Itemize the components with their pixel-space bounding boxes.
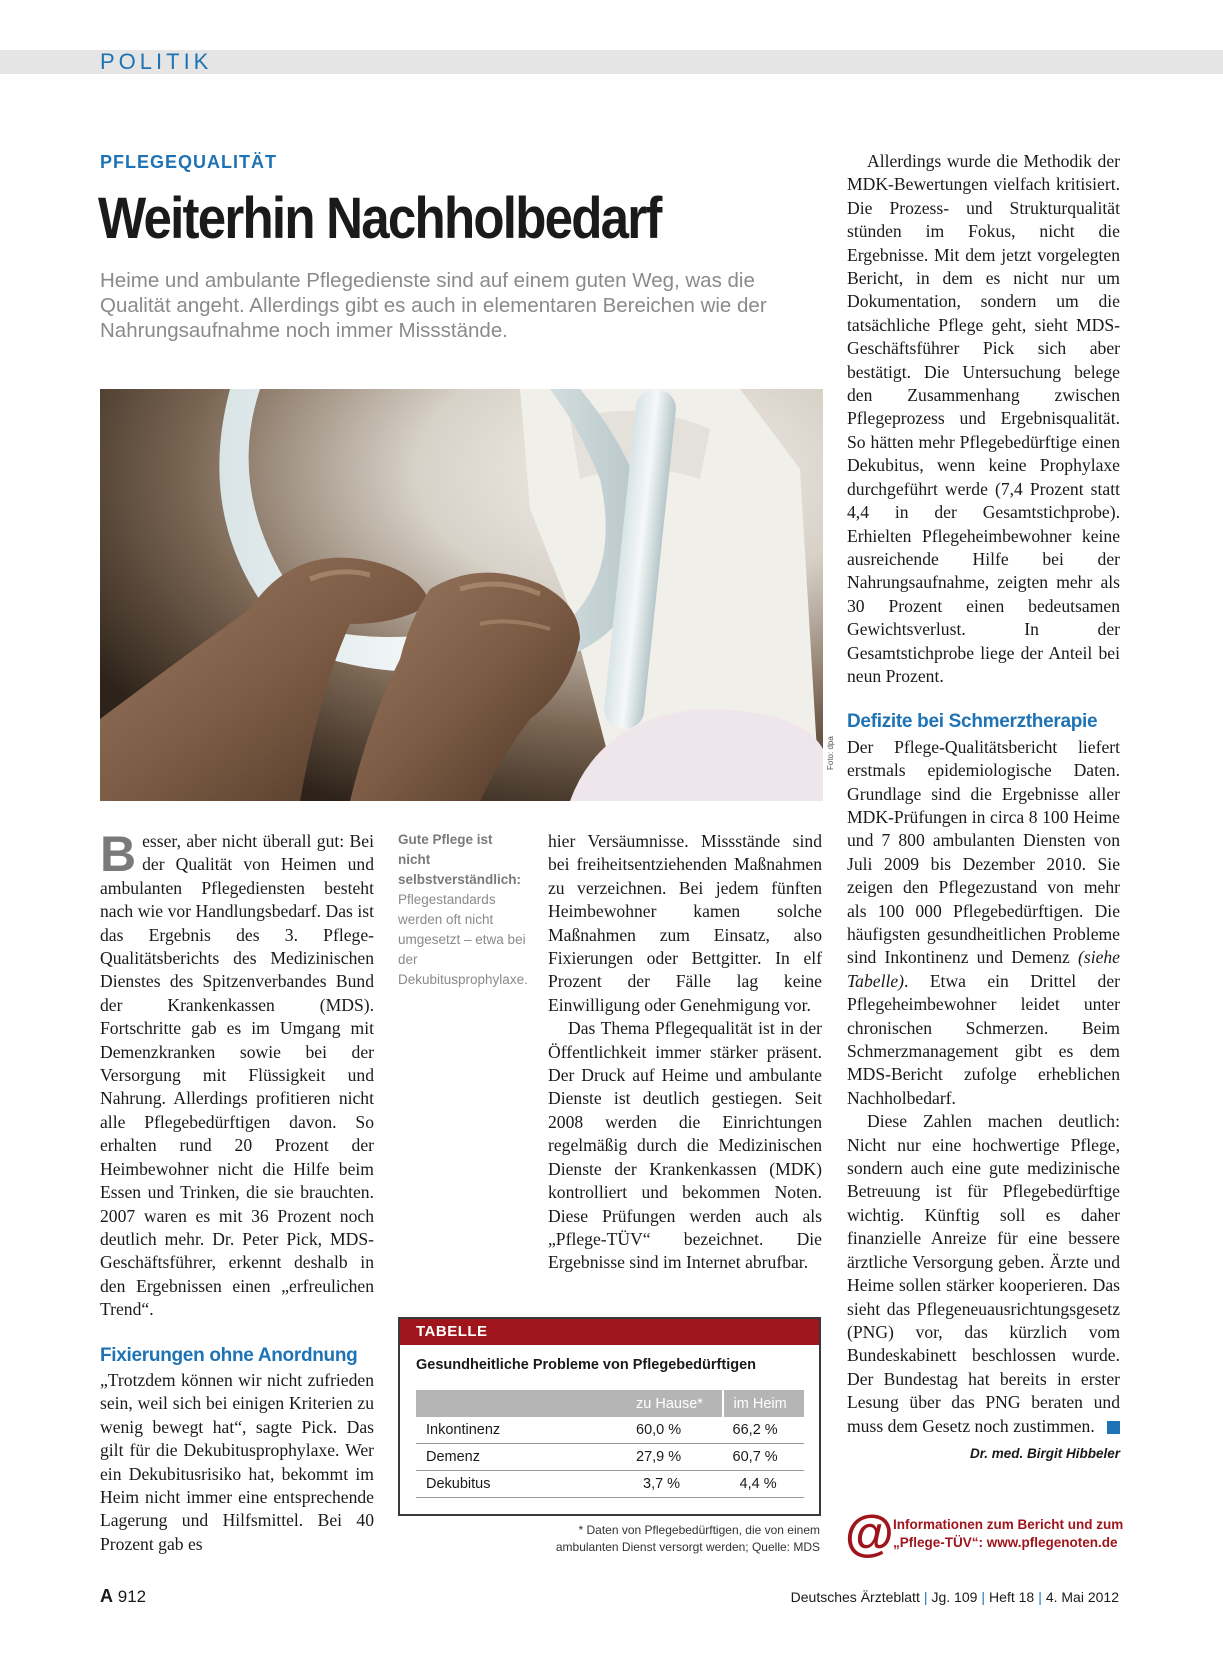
table-cell: 60,7 % [723, 1444, 804, 1471]
table-cell: 3,7 % [626, 1471, 723, 1498]
table-row [416, 1471, 804, 1498]
paragraph-text: esser, aber nicht überall gut: Bei der Qualität von Heimen und ambulanten Pflegediensten besteht nach wie vor Handlungsbedarf. Das ist das Ergebnis des 3. Pflege-Qualitätsberichts des Medizinischen Dienstes des Spitzenverbandes Bund der Krankenkassen (MDS). Fortschritte gab es im Umgang mit Demenzkranken sowie bei der Versorgung mit Flüssigkeit und Nahrung. Allerdings profitieren nicht alle Pflegebedürftigen davon. So erhalten rund 20 Prozent der Heimbewohner nicht die Hilfe beim Essen und Trinken, die sie brauchten. 2007 waren es mit 36 Prozent noch deutlich mehr. Dr. Peter Pick, MDS-Geschäftsführer, erkennt deshalb in den Ergebnissen einen „erfreulichen Trend“. [100, 831, 374, 1320]
body-column-1 [100, 826, 374, 1556]
table-header-row [416, 1390, 804, 1417]
page-number [100, 1586, 146, 1607]
table-row [416, 1444, 804, 1471]
author-byline: Dr. med. Birgit Hibbeler [969, 1445, 1120, 1461]
table-cell: 4,4 % [723, 1471, 804, 1498]
table-title: Gesundheitliche Probleme von Pflegebedürftigen [416, 1357, 756, 1373]
photo-illustration [100, 389, 823, 801]
journal-volume: Jg. 109 [931, 1589, 978, 1605]
photo-caption [398, 830, 526, 990]
at-sign-icon: @ [845, 1505, 894, 1561]
paragraph: Das Thema Pflegequalität ist in der Öffentlichkeit immer stärker präsent. Der Druck auf Heime und ambulante Dienste ist deutlich gestiegen. Seit 2008 werden die Einrichtungen regelmäßig durch die Medizinischen Dienste der Krankenkassen (MDK) kontrolliert und bekommen Noten. Diese Prüfungen werden auch als „Pflege-TÜV“ bezeichnet. Die Ergebnisse sind im Internet abrufbar. [548, 1018, 822, 1273]
table-cell: Dekubitus [416, 1471, 626, 1498]
table-header-cell: im Heim [723, 1390, 804, 1417]
photo-credit: Foto: dpa [826, 736, 835, 770]
article-photo [100, 389, 823, 801]
table-cell: 27,9 % [626, 1444, 723, 1471]
body-column-3 [548, 830, 822, 1275]
table-cell: Inkontinenz [416, 1417, 626, 1444]
paragraph [847, 736, 1120, 1111]
paragraph: „Trotzdem können wir nicht zufrieden sein, weil sich bei einigen Kriterien zu wenig bewegt hat“, sagte Pick. Das gilt für die Dekubitusprophylaxe. Wer ein Dekubitusrisiko hat, bekommt im Heim nicht immer eine entsprechende Lagerung und Hilfsmittel. Bei 40 Prozent gab es [100, 1369, 374, 1554]
caption-text: Pflegestandards werden oft nicht umgesetzt – etwa bei der Dekubitusprophylaxe. [398, 892, 528, 987]
paragraph-text: . Etwa ein Drittel der Pflegeheimbewohner leidet unter chronischen Schmerzen. Beim Schmerzmanagement gibt es dem MDS-Bericht zufolge erheblichen Nachholbedarf. [847, 970, 1120, 1108]
journal-info [791, 1589, 1119, 1605]
table-footnote: * Daten von Pflegebedürftigen, die von einem ambulanten Dienst versorgt werden; Quelle: MDS [555, 1523, 820, 1554]
journal-name: Deutsches Ärzteblatt [790, 1589, 920, 1605]
article-headline: Weiterhin Nachholbedarf [98, 186, 661, 251]
article-kicker: PFLEGEQUALITÄT [100, 152, 277, 172]
end-mark-icon [1107, 1421, 1120, 1434]
journal-date: 4. Mai 2012 [1045, 1589, 1119, 1605]
subheading: Defizite bei Schmerztherapie [847, 711, 1098, 733]
paragraph: hier Versäumnisse. Missstände sind bei freiheitsentziehenden Maßnahmen zu verzeichnen. Bei jedem fünften Heimbewohner kamen solche Maßnahmen zum Einsatz, also Fixierungen oder Bettgitter. In elf Prozent der Fälle lag keine Einwilligung oder Genehmigung vor. [548, 831, 822, 1015]
page-number-value: 912 [117, 1587, 147, 1606]
paragraph: Allerdings wurde die Methodik der MDK-Bewertungen vielfach kritisiert. Die Prozess- und Strukturqualität stünden im Fokus, nicht die Ergebnisse. Mit dem jetzt vorgelegten Bericht, in dem es nicht nur um Dokumentation, sondern um die tatsächliche Pflege geht, sieht MDS-Geschäftsführer Pick sich aber bestätigt. Die Untersuchung belege den Zusammenhang zwischen Pflegeprozess und Ergebnisqualität. So hätten mehr Pflegebedürftige einen Dekubitus, wenn keine Prophylaxe durchgeführt werde (7,4 Prozent statt 4,4 in der Gesamtstichprobe). Erhielten Pflegeheimbewohner keine ausreichende Hilfe bei der Nahrungsaufnahme, zeigten mehr als 30 Prozent einen bedeutsamen Gewichtsverlust. In der Gesamtstichprobe liege der Anteil bei neun Prozent. [847, 151, 1120, 686]
page-prefix: A [100, 1586, 113, 1606]
table-cell: Demenz [416, 1444, 626, 1471]
subheading: Fixierungen ohne Anordnung [100, 1344, 358, 1366]
separator: | [1038, 1589, 1042, 1605]
article-intro: Heime und ambulante Pflegedienste sind auf einem guten Weg, was die Qualität angeht. Allerdings gibt es auch in elementaren Bereichen wie der Nahrungsaufnahme noch immer Missstände. [100, 269, 767, 342]
separator: | [981, 1589, 986, 1605]
table-label: TABELLE [416, 1323, 488, 1340]
paragraph-text: Diese Zahlen machen deutlich: Nicht nur eine hochwertige Pflege, sondern auch eine gute medizinische Betreuung ist für Pflegebedürftige wichtig. Künftig soll es daher finanzielle Anreize für eine bessere ärztliche Versorgung geben. Ärzte und Heime sollen stärker kooperieren. Das sieht das Pflegeneuausrichtungsgesetz (PNG) vor, das kürzlich vom Bundeskabinett beschlossen wurde. Der Bundestag hat bereits in erster Lesung über das PNG beraten und muss dem Gesetz noch zustimmen. [847, 1111, 1120, 1436]
separator: | [923, 1589, 928, 1605]
table-row [416, 1417, 804, 1444]
data-table [416, 1390, 804, 1498]
paragraph [847, 1110, 1120, 1438]
paragraph-text: Der Pflege-Qualitätsbericht liefert erstmals epidemiologische Daten. Grundlage sind die Ergebnisse aller MDK-Prüfungen in circa 8 100 Heime und 7 800 ambulanten Diensten von Juli 2009 bis Dezember 2010. Sie zeigen den Pflegezustand von mehr als 100 000 Pflegebedürftigen. Die häufigsten gesundheitlichen Probleme sind Inkontinenz und Demenz [847, 736, 1120, 968]
table-cell: 66,2 % [723, 1417, 804, 1444]
paragraph [100, 826, 374, 1322]
table-cell: 60,0 % [626, 1417, 723, 1444]
caption-lead: Gute Pflege ist nicht selbstverständlich: [398, 832, 522, 887]
table-header-cell [416, 1390, 626, 1417]
table-header-cell: zu Hause* [626, 1390, 723, 1417]
info-link-text: Informationen zum Bericht und zum „Pflege-TÜV“: www.pflegenoten.de [893, 1517, 1124, 1550]
journal-issue: Heft 18 [989, 1589, 1035, 1605]
table-reference: (siehe Tabelle) [847, 947, 1120, 991]
drop-cap: B [100, 826, 137, 882]
section-label: POLITIK [100, 49, 213, 74]
body-column-4 [847, 150, 1120, 1465]
